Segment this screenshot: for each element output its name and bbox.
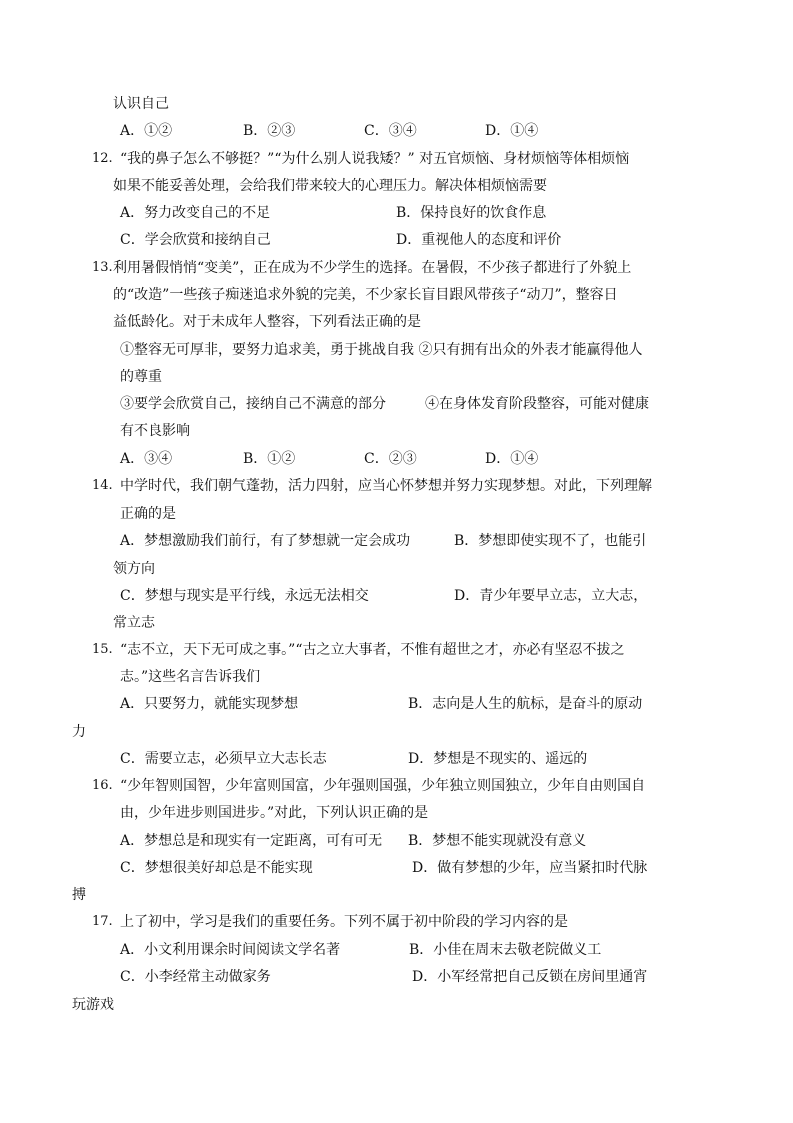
- q14-option-a: A．梦想激励我们前行，有了梦想就一定会成功: [120, 533, 411, 549]
- q15-stem-line-2: 志。”这些名言告诉我们: [120, 669, 261, 685]
- q11-option-a: A．①②: [120, 123, 173, 139]
- q13-statement-line-1: ①整容无可厚非，要努力追求美，勇于挑战自我 ②只有拥有出众的外表才能赢得他人: [120, 342, 643, 358]
- q14-option-c: C．梦想与现实是平行线，永远无法相交: [120, 588, 369, 604]
- q14-option-b-wrap: 领方向: [113, 561, 155, 577]
- q13-option-a: A．③④: [120, 451, 173, 467]
- q12-number: 12.: [92, 151, 113, 166]
- q13-option-b: B．①②: [243, 451, 296, 467]
- q13-statement-3: ③要学会欣赏自己，接纳自己不满意的部分: [120, 396, 386, 412]
- q11-stem-tail: 认识自己: [113, 96, 169, 112]
- q14-option-d: D．青少年要早立志，立大志，: [454, 588, 648, 604]
- q12-option-a: A．努力改变自己的不足: [120, 205, 271, 221]
- q11-option-d: D．①④: [485, 123, 539, 139]
- q15-option-b-wrap: 力: [72, 724, 86, 740]
- q12-option-d: D．重视他人的态度和评价: [396, 232, 562, 248]
- q17-number: 17.: [92, 914, 113, 929]
- q17-option-d: D．小军经常把自己反锁在房间里通宵: [412, 969, 648, 985]
- q17-option-d-wrap: 玩游戏: [72, 997, 114, 1013]
- q13-stem-line-3: 益低龄化。对于未成年人整容，下列看法正确的是: [113, 314, 421, 330]
- q13-number: 13.: [92, 260, 113, 275]
- q13-stem-line-1: 利用暑假悄悄“变美”，正在成为不少学生的选择。在暑假，不少孩子都进行了外貌上: [113, 260, 632, 276]
- q15-number: 15.: [92, 642, 113, 657]
- q14-option-d-wrap: 常立志: [113, 615, 155, 631]
- q16-option-d-wrap: 搏: [72, 887, 86, 903]
- q13-option-c: C．②③: [364, 451, 417, 467]
- q13-statement-line-4: 有不良影响: [120, 423, 190, 439]
- q12-option-b: B．保持良好的饮食作息: [396, 205, 547, 221]
- q16-option-a: A．梦想总是和现实有一定距离，可有可无: [120, 833, 383, 849]
- q11-option-b: B．②③: [243, 123, 296, 139]
- q15-stem-line-1: “志不立，天下无可成之事。”“古之立大事者，不惟有超世之才，亦必有坚忍不拔之: [120, 642, 625, 658]
- q12-stem-line-2: 如果不能妥善处理，会给我们带来较大的心理压力。解决体相烦恼需要: [113, 178, 547, 194]
- q13-stem-line-2: 的“改造”一些孩子痴迷追求外貌的完美，不少家长盲目跟风带孩子“动刀”，整容日: [113, 287, 618, 303]
- q16-stem-line-1: “少年智则国智，少年富则国富，少年强则国强，少年独立则国独立，少年自由则国自: [120, 778, 646, 794]
- q13-statement-4: ④在身体发育阶段整容，可能对健康: [425, 396, 649, 412]
- q15-option-b: B．志向是人生的航标，是奋斗的原动: [408, 696, 643, 712]
- q17-stem-line-1: 上了初中，学习是我们的重要任务。下列不属于初中阶段的学习内容的是: [120, 914, 568, 930]
- q15-option-d: D．梦想是不现实的、遥远的: [408, 751, 588, 767]
- q14-option-b: B．梦想即使实现不了，也能引: [454, 533, 647, 549]
- q14-stem-line-1: 中学时代，我们朝气蓬勃，活力四射，应当心怀梦想并努力实现梦想。对此，下列理解: [120, 478, 652, 494]
- q12-stem-line-1: “我的鼻子怎么不够挺？”“为什么别人说我矮？” 对五官烦恼、身材烦恼等体相烦恼: [120, 151, 630, 167]
- q16-option-d: D．做有梦想的少年，应当紧扣时代脉: [412, 860, 648, 876]
- q15-option-c: C．需要立志，必须早立大志长志: [120, 751, 327, 767]
- q14-number: 14.: [92, 478, 113, 493]
- q16-stem-line-2: 由，少年进步则国进步。”对此，下列认识正确的是: [120, 805, 429, 821]
- q13-statement-line-2: 的尊重: [120, 369, 162, 385]
- q14-stem-line-2: 正确的是: [120, 506, 176, 522]
- q15-option-a: A．只要努力，就能实现梦想: [120, 696, 299, 712]
- q13-option-d: D．①④: [485, 451, 539, 467]
- q17-option-c: C．小李经常主动做家务: [120, 969, 271, 985]
- q11-option-c: C．③④: [364, 123, 417, 139]
- q16-number: 16.: [92, 778, 113, 793]
- q12-option-c: C．学会欣赏和接纳自己: [120, 232, 271, 248]
- q16-option-c: C．梦想很美好却总是不能实现: [120, 860, 313, 876]
- q16-option-b: B．梦想不能实现就没有意义: [408, 833, 587, 849]
- q17-option-b: B．小佳在周末去敬老院做义工: [409, 942, 602, 958]
- q17-option-a: A．小文利用课余时间阅读文学名著: [120, 942, 341, 958]
